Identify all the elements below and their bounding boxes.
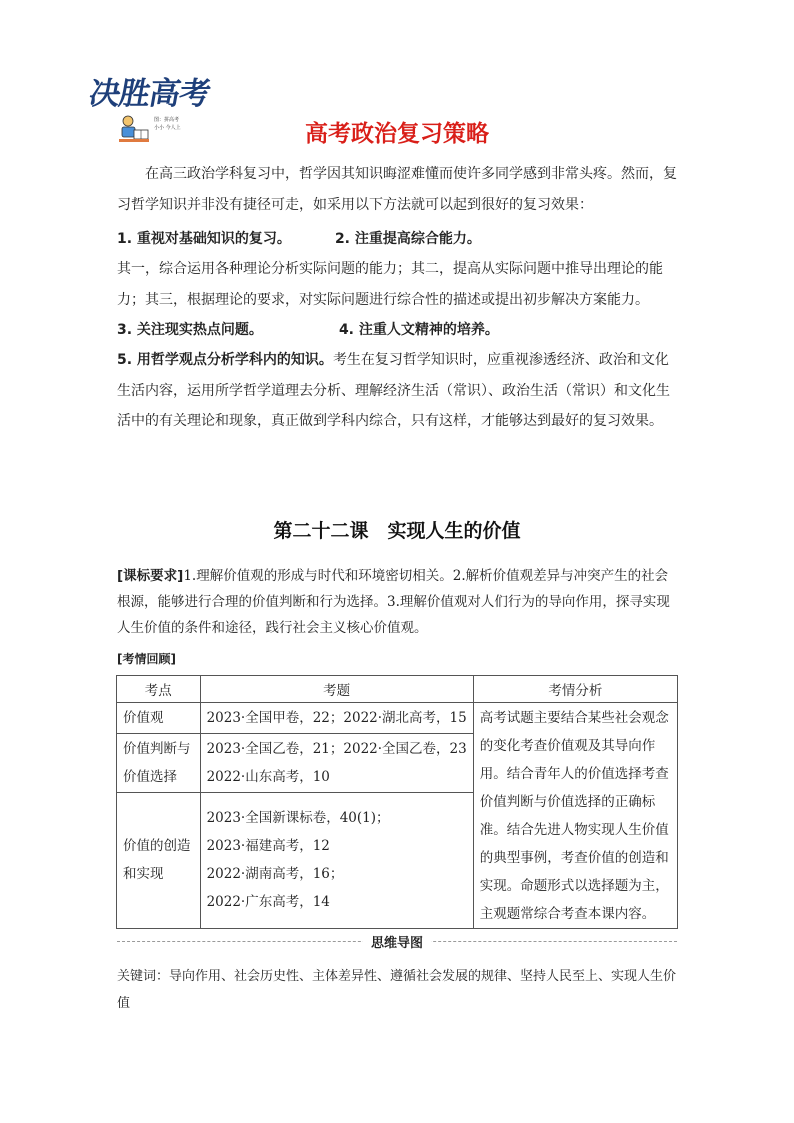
logo-text: 决胜高考 xyxy=(86,76,213,112)
page-title: 高考政治复习策略 xyxy=(305,121,489,147)
column-header: 考点 xyxy=(117,676,201,703)
requirements-text: 1.理解价值观的形成与时代和环境密切相关。2.解析价值观差异与冲突产生的社会根源，能够进行合理的价值判断和行为选择。3.理解价值观对人们行为的导向作用，探寻实现人生价值的条件和途径，践行社会主义核心价值观。 xyxy=(117,568,670,636)
point-2: 2. 注重提高综合能力。 xyxy=(334,231,481,247)
points-row-2 xyxy=(117,320,499,340)
curriculum-requirements xyxy=(117,563,677,641)
point-3: 3. 关注现实热点问题。 xyxy=(117,322,263,338)
exam-review-table xyxy=(116,675,678,929)
point-5-body: 考生在复习哲学知识时，应重视渗透经济、政治和文化生活内容，运用所学哲学道理去分析、理解经济生活（常识）、政治生活（常识）和文化生活中的有关理论和现象，真正做到学科内综合，只有这样，才能够达到最好的复习效果。 xyxy=(117,352,670,429)
exam-questions-cell: 2023·全国新课标卷，40(1)； 2023·福建高考，12 2022·湖南高考，16； 2022·广东高考，14 xyxy=(200,792,473,928)
point-5 xyxy=(117,345,677,437)
exam-point-cell: 价值的创造和实现 xyxy=(117,792,201,928)
table-header-row xyxy=(117,676,678,703)
column-header: 考情分析 xyxy=(473,676,677,703)
point-5-heading: 5. 用哲学观点分析学科内的知识。 xyxy=(117,352,333,368)
column-header: 考题 xyxy=(200,676,473,703)
exam-point-cell: 价值观 xyxy=(117,703,201,734)
requirements-label: [课标要求] xyxy=(117,568,184,584)
points-row-1 xyxy=(117,229,481,249)
logo-subtitle: 图：拼高考 小小 今人上 xyxy=(154,117,181,131)
exam-review-label: [考情回顾] xyxy=(117,652,176,666)
point-4: 4. 注重人文精神的培养。 xyxy=(338,322,499,338)
mind-map-heading: 思维导图 xyxy=(0,932,794,951)
keywords: 关键词：导向作用、社会历史性、主体差异性、遵循社会发展的规律、坚持人民至上、实现人生价值 xyxy=(117,969,677,1011)
point-2-detail: 其一，综合运用各种理论分析实际问题的能力；其二，提高从实际问题中推导出理论的能力；其三，根据理论的要求，对实际问题进行综合性的描述或提出初步解决方案能力。 xyxy=(117,261,663,308)
intro-paragraph: 在高三政治学科复习中，哲学因其知识晦涩难懂而使许多同学感到非常头疼。然而，复习哲学知识并非没有捷径可走，如采用以下方法就可以起到很好的复习效果： xyxy=(117,166,677,213)
exam-questions-cell: 2023·全国甲卷，22；2022·湖北高考，15 xyxy=(200,703,473,734)
lesson-title: 第二十二课 实现人生的价值 xyxy=(273,520,521,542)
exam-questions-cell: 2023·全国乙卷，21；2022·全国乙卷，23 2022·山东高考，10 xyxy=(200,733,473,792)
exam-point-cell: 价值判断与价值选择 xyxy=(117,733,201,792)
exam-analysis-cell: 高考试题主要结合某些社会观念的变化考查价值观及其导向作用。结合青年人的价值选择考查价值判断与价值选择的正确标准。结合先进人物实现人生价值的典型事例，考查价值的创造和实现。命题形式以选择题为主，主观题常综合考查本课内容。 xyxy=(473,703,677,929)
point-1: 1. 重视对基础知识的复习。 xyxy=(117,231,291,247)
table-row xyxy=(117,703,678,734)
